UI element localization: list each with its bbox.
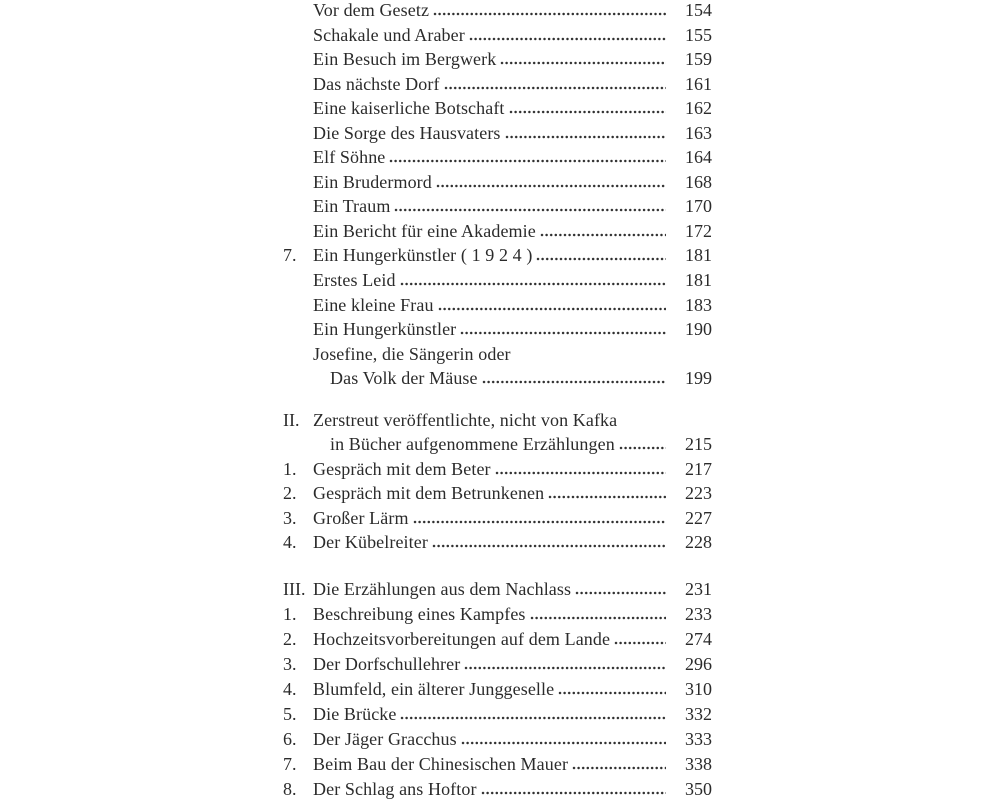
toc-entry-title: Blumfeld, ein älterer Junggeselle xyxy=(313,679,555,700)
toc-entry-number: 8. xyxy=(283,779,297,800)
toc-entry-page: 159 xyxy=(685,49,712,70)
dot-leader xyxy=(509,110,666,114)
toc-entry xyxy=(283,577,712,602)
toc-entry-title: Eine kleine Frau xyxy=(313,294,434,315)
toc-entry xyxy=(283,219,712,244)
toc-entry-title: Die Brücke xyxy=(313,704,397,725)
toc-entry-page: 154 xyxy=(685,0,712,20)
toc-entry-number: 5. xyxy=(283,704,297,725)
dot-leader xyxy=(438,307,666,311)
toc-entry-page: 172 xyxy=(685,220,712,241)
toc-entry-title: Die Erzählungen aus dem Nachlass xyxy=(313,579,572,600)
toc-entry xyxy=(283,457,712,482)
toc-block xyxy=(283,0,712,391)
toc-entry-page: 338 xyxy=(685,754,712,775)
toc-entry-title: Elf Söhne xyxy=(313,147,386,168)
toc-entry-title: Der Dorfschullehrer xyxy=(313,654,461,675)
toc-entry-number: III. xyxy=(283,579,306,600)
toc-entry-title: Der Kübelreiter xyxy=(313,532,428,553)
toc-entry xyxy=(283,727,712,752)
toc-entry xyxy=(283,408,712,433)
toc-entry-title: in Bücher aufgenommene Erzählungen xyxy=(330,434,615,455)
dot-leader xyxy=(400,282,666,286)
dot-leader xyxy=(389,159,666,163)
table-of-contents xyxy=(283,0,712,800)
toc-entry-page: 350 xyxy=(685,779,712,800)
toc-entry-page: 310 xyxy=(685,679,712,700)
toc-entry-page: 231 xyxy=(685,579,712,600)
toc-entry xyxy=(283,481,712,506)
toc-entry-number: 2. xyxy=(283,483,297,504)
toc-entry-title: Ein Besuch im Bergwerk xyxy=(313,49,497,70)
toc-entry-page: 170 xyxy=(685,196,712,217)
toc-entry-title: Das nächste Dorf xyxy=(313,73,440,94)
toc-entry xyxy=(283,0,712,23)
toc-entry xyxy=(283,317,712,342)
toc-entry xyxy=(283,145,712,170)
toc-entry xyxy=(283,777,712,800)
toc-entry-page: 217 xyxy=(685,458,712,479)
toc-entry-page: 199 xyxy=(685,368,712,389)
toc-block xyxy=(283,408,712,555)
toc-entry-number: 2. xyxy=(283,629,297,650)
dot-leader xyxy=(461,741,666,745)
toc-entry-page: 164 xyxy=(685,147,712,168)
dot-leader xyxy=(495,471,666,475)
toc-entry-page: 215 xyxy=(685,434,712,455)
toc-entry-page: 163 xyxy=(685,122,712,143)
toc-entry xyxy=(283,121,712,146)
toc-entry-page: 168 xyxy=(685,171,712,192)
dot-leader xyxy=(614,641,666,645)
toc-entry-page: 233 xyxy=(685,604,712,625)
toc-entry xyxy=(283,96,712,121)
toc-entry-number: 3. xyxy=(283,507,297,528)
toc-entry-number: 7. xyxy=(283,245,297,266)
dot-leader xyxy=(548,495,666,499)
dot-leader xyxy=(505,135,666,139)
toc-entry-page: 227 xyxy=(685,507,712,528)
dot-leader xyxy=(413,520,666,524)
dot-leader xyxy=(464,666,666,670)
dot-leader xyxy=(481,791,666,795)
toc-entry xyxy=(283,602,712,627)
toc-entry-title: Der Schlag ans Hoftor xyxy=(313,779,477,800)
toc-entry-page: 181 xyxy=(685,245,712,266)
toc-entry-title: Ein Hungerkünstler ( 1 9 2 4 ) xyxy=(313,245,533,266)
dot-leader xyxy=(482,380,666,384)
toc-entry-page: 332 xyxy=(685,704,712,725)
dot-leader xyxy=(619,446,666,450)
toc-entry-number: 1. xyxy=(283,604,297,625)
dot-leader xyxy=(400,716,666,720)
dot-leader xyxy=(572,766,666,770)
toc-entry-page: 161 xyxy=(685,73,712,94)
toc-entry xyxy=(283,627,712,652)
toc-entry-page: 181 xyxy=(685,270,712,291)
toc-entry-number: 4. xyxy=(283,679,297,700)
toc-entry-page: 223 xyxy=(685,483,712,504)
toc-entry-title: Josefine, die Sängerin oder xyxy=(313,343,511,364)
toc-entry xyxy=(283,23,712,48)
dot-leader xyxy=(500,61,666,65)
toc-entry-title: Das Volk der Mäuse xyxy=(330,368,478,389)
toc-entry xyxy=(283,293,712,318)
toc-entry-title: Ein Bericht für eine Akademie xyxy=(313,220,536,241)
toc-entry-title: Der Jäger Gracchus xyxy=(313,729,457,750)
dot-leader xyxy=(558,691,666,695)
toc-entry-number: 4. xyxy=(283,532,297,553)
toc-entry xyxy=(283,506,712,531)
toc-block xyxy=(283,577,712,800)
toc-entry-number: 6. xyxy=(283,729,297,750)
toc-entry xyxy=(283,530,712,555)
toc-entry-page: 296 xyxy=(685,654,712,675)
toc-entry-page: 162 xyxy=(685,98,712,119)
toc-entry-title: Beim Bau der Chinesischen Mauer xyxy=(313,754,569,775)
toc-entry-number: II. xyxy=(283,409,300,430)
toc-entry-title: Erstes Leid xyxy=(313,270,396,291)
toc-entry xyxy=(283,268,712,293)
toc-entry xyxy=(283,47,712,72)
toc-entry-page: 155 xyxy=(685,24,712,45)
toc-entry xyxy=(283,752,712,777)
toc-entry-title: Schakale und Araber xyxy=(313,24,465,45)
toc-entry-title: Hochzeitsvorbereitungen auf dem Lande xyxy=(313,629,611,650)
toc-entry xyxy=(283,194,712,219)
toc-entry-page: 333 xyxy=(685,729,712,750)
toc-entry-page: 190 xyxy=(685,319,712,340)
dot-leader xyxy=(394,208,666,212)
dot-leader xyxy=(432,544,666,548)
toc-entry-page: 183 xyxy=(685,294,712,315)
toc-entry xyxy=(283,170,712,195)
dot-leader xyxy=(460,331,666,335)
toc-entry-title: Gespräch mit dem Betrunkenen xyxy=(313,483,545,504)
dot-leader xyxy=(436,184,666,188)
toc-entry-title: Beschreibung eines Kampfes xyxy=(313,604,526,625)
toc-entry-number: 1. xyxy=(283,458,297,479)
toc-entry-title: Großer Lärm xyxy=(313,507,409,528)
toc-entry xyxy=(283,366,712,391)
dot-leader xyxy=(444,86,666,90)
toc-entry xyxy=(283,677,712,702)
dot-leader xyxy=(433,12,666,16)
toc-entry-title: Vor dem Gesetz xyxy=(313,0,430,20)
toc-entry-page: 228 xyxy=(685,532,712,553)
toc-entry-title: Gespräch mit dem Beter xyxy=(313,458,491,479)
dot-leader xyxy=(540,233,666,237)
toc-entry-number: 7. xyxy=(283,754,297,775)
toc-entry xyxy=(283,652,712,677)
toc-entry xyxy=(283,72,712,97)
toc-entry xyxy=(283,342,712,367)
toc-entry-title: Ein Hungerkünstler xyxy=(313,319,457,340)
toc-entry-title: Die Sorge des Hausvaters xyxy=(313,122,501,143)
dot-leader xyxy=(575,591,666,595)
toc-entry-number: 3. xyxy=(283,654,297,675)
dot-leader xyxy=(530,616,666,620)
toc-entry-title: Zerstreut veröffentlichte, nicht von Kafka xyxy=(313,409,618,430)
toc-entry xyxy=(283,432,712,457)
dot-leader xyxy=(469,37,666,41)
toc-entry-title: Ein Brudermord xyxy=(313,171,432,192)
dot-leader xyxy=(536,257,666,261)
toc-entry-title: Eine kaiserliche Botschaft xyxy=(313,98,505,119)
toc-entry xyxy=(283,243,712,268)
toc-entry-page: 274 xyxy=(685,629,712,650)
toc-entry xyxy=(283,702,712,727)
toc-entry-title: Ein Traum xyxy=(313,196,391,217)
